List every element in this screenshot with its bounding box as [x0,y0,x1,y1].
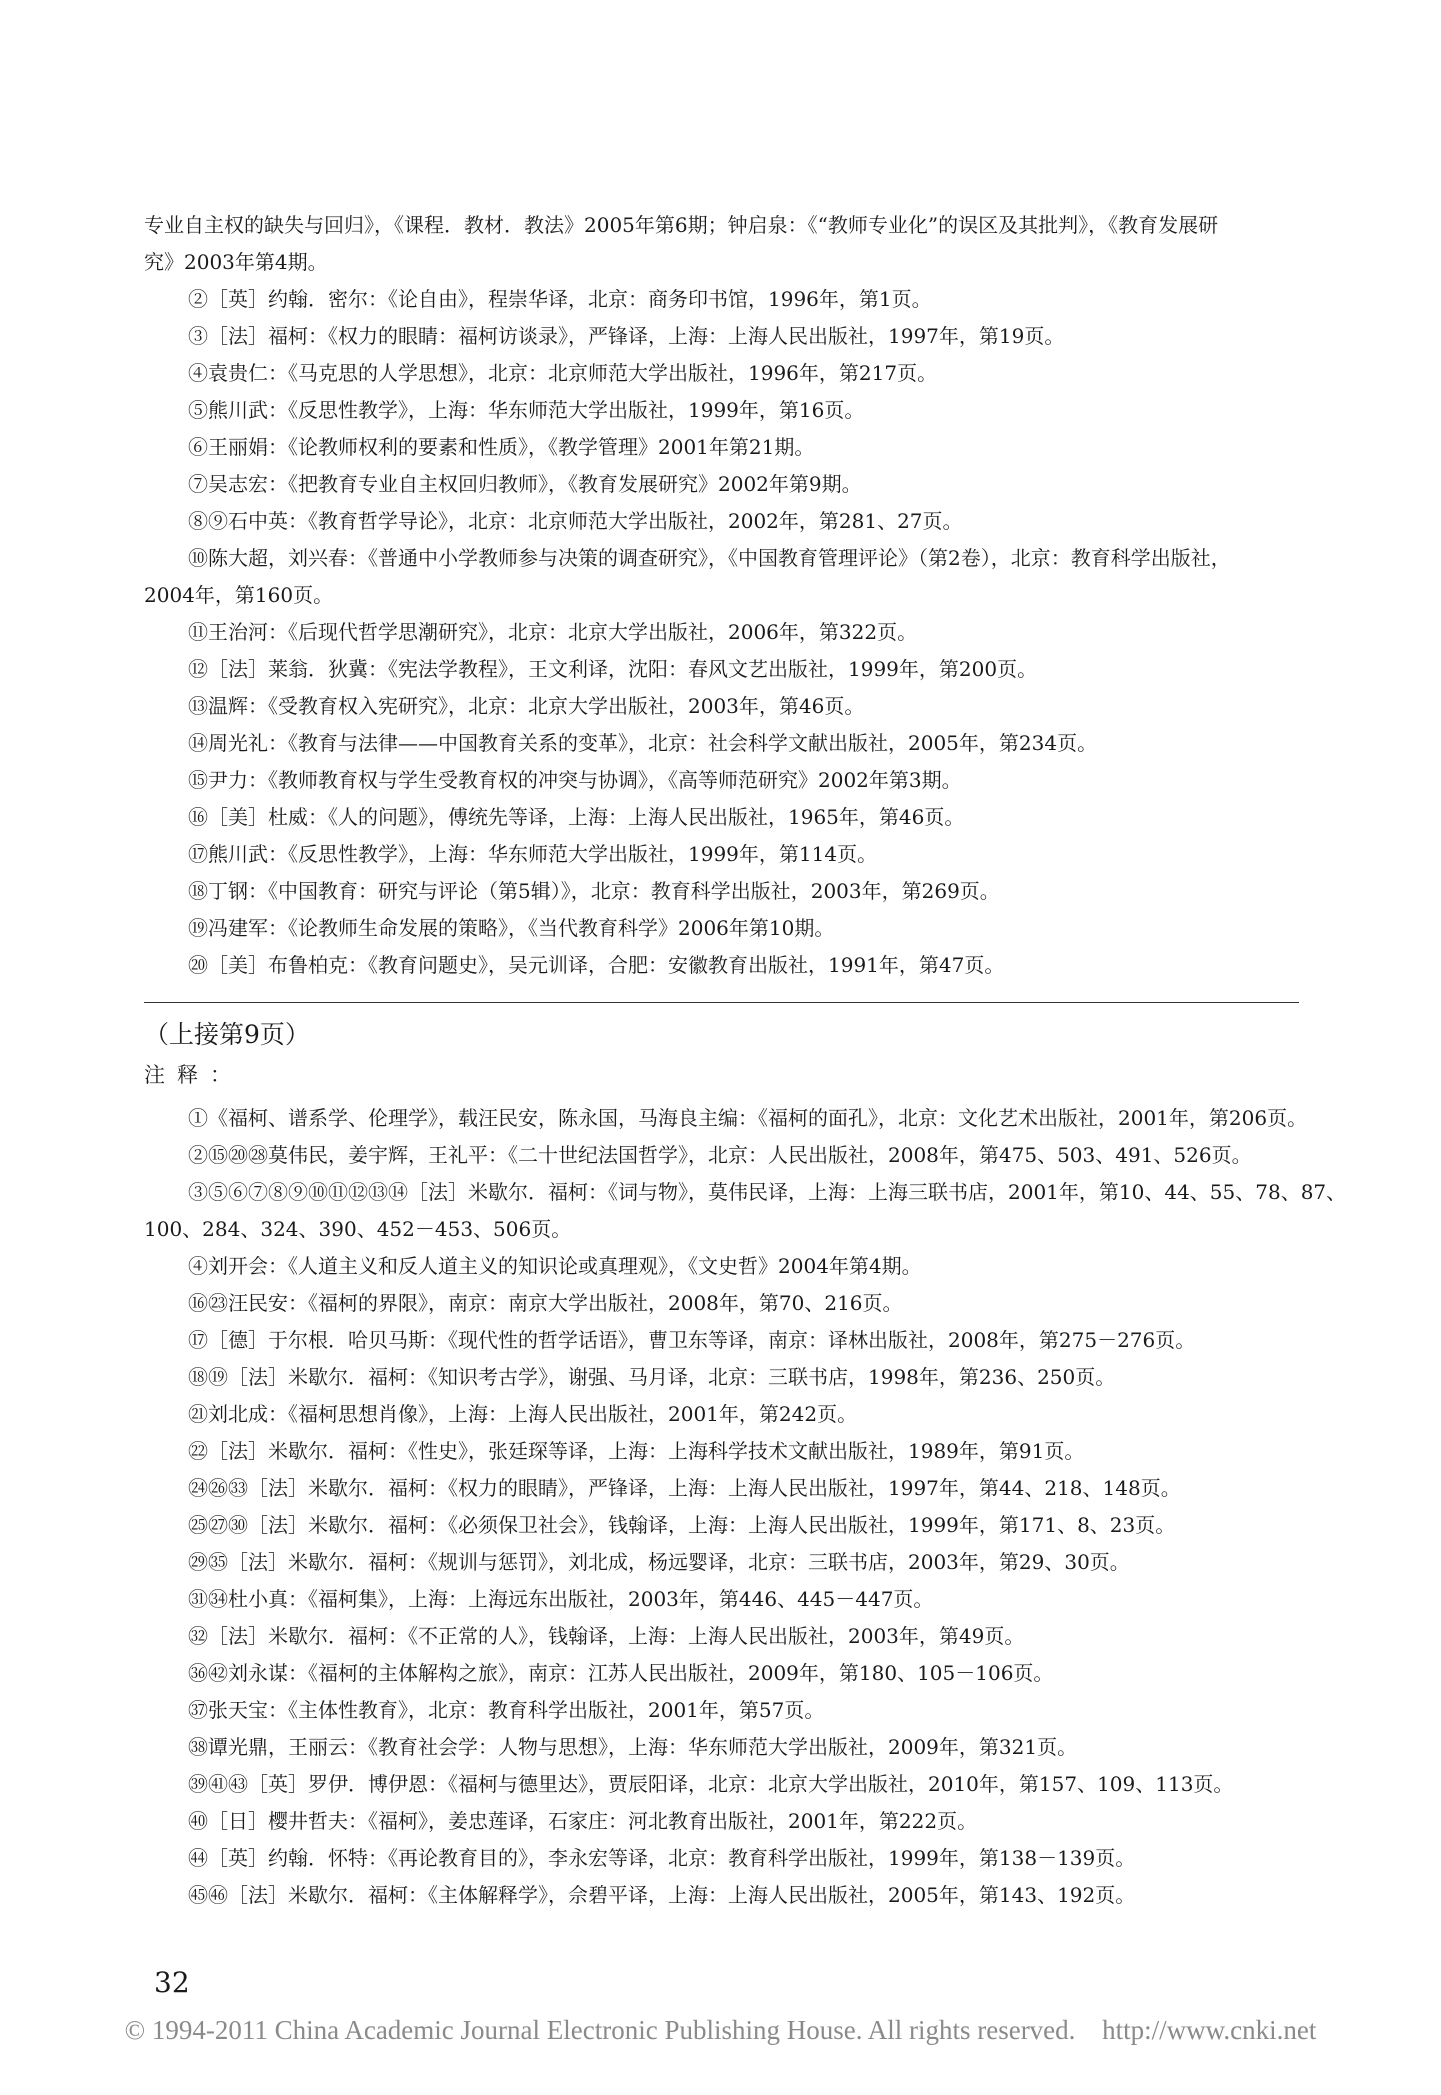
note-line: ㉕㉗㉚［法］米歇尔．福柯：《必须保卫社会》，钱翰译，上海：上海人民出版社，1999年，第171、8、23页。 [188,1513,1176,1537]
reference-line: ⑤熊川武：《反思性教学》，上海：华东师范大学出版社，1999年，第16页。 [188,398,865,422]
top-references [144,207,1299,984]
note-line: ㉒［法］米歇尔．福柯：《性史》，张廷琛等译，上海：上海科学技术文献出版社，1989年，第91页。 [188,1439,1085,1463]
note-line: ㊹［英］约翰．怀特：《再论教育目的》，李永宏等译，北京：教育科学出版社，1999年，第138－139页。 [188,1846,1136,1870]
reference-line: 专业自主权的缺失与回归》，《课程．教材．教法》2005年第6期；钟启泉：《“教师专业化”的误区及其批判》，《教育发展研 [144,213,1219,237]
note-line: ㊳谭光鼎，王丽云：《教育社会学：人物与思想》，上海：华东师范大学出版社，2009年，第321页。 [188,1735,1078,1759]
reference-line: ⑥王丽娟：《论教师权利的要素和性质》，《教学管理》2001年第21期。 [188,435,815,459]
reference-line: ③［法］福柯：《权力的眼睛：福柯访谈录》，严锋译，上海：上海人民出版社，1997年，第19页。 [188,324,1065,348]
note-line: ⑱⑲［法］米歇尔．福柯：《知识考古学》，谢强、马月译，北京：三联书店，1998年，第236、250页。 [188,1365,1116,1389]
reference-line: ④袁贵仁：《马克思的人学思想》，北京：北京师范大学出版社，1996年，第217页。 [188,361,938,385]
notes-heading: 注释： [144,1063,243,1087]
note-line: ②⑮⑳㉘莫伟民，姜宇辉，王礼平：《二十世纪法国哲学》，北京：人民出版社，2008年，第475、503、491、526页。 [188,1143,1252,1167]
reference-line: ⑦吴志宏：《把教育专业自主权回归教师》，《教育发展研究》2002年第9期。 [188,472,862,496]
note-line: ①《福柯、谱系学、伦理学》，载汪民安，陈永国，马海良主编：《福柯的面孔》，北京：文化艺术出版社，2001年，第206页。 [188,1106,1308,1130]
notes-list [144,1100,1347,1914]
note-line: ㉛㉞杜小真：《福柯集》，上海：上海远东出版社，2003年，第446、445－447页。 [188,1587,934,1611]
copyright-footer [0,2012,1441,2048]
reference-line: ⑩陈大超，刘兴春：《普通中小学教师参与决策的调查研究》，《中国教育管理评论》（第2卷），北京：教育科学出版社， [188,546,1231,570]
reference-line: ⑳［美］布鲁柏克：《教育问题史》，吴元训译，合肥：安徽教育出版社，1991年，第47页。 [188,953,1005,977]
reference-line: ⑲冯建军：《论教师生命发展的策略》，《当代教育科学》2006年第10期。 [188,916,835,940]
note-line: ㉔㉖㉝［法］米歇尔．福柯：《权力的眼睛》，严锋译，上海：上海人民出版社，1997年，第44、218、148页。 [188,1476,1181,1500]
reference-line: ⑮尹力：《教师教育权与学生受教育权的冲突与协调》，《高等师范研究》2002年第3期。 [188,768,962,792]
note-line: ㊱㊷刘永谋：《福柯的主体解构之旅》，南京：江苏人民出版社，2009年，第180、105－106页。 [188,1661,1054,1685]
page-number: 32 [154,1966,190,1999]
note-line: ㉜［法］米歇尔．福柯：《不正常的人》，钱翰译，上海：上海人民出版社，2003年，第49页。 [188,1624,1025,1648]
note-line: ③⑤⑥⑦⑧⑨⑩⑪⑫⑬⑭［法］米歇尔．福柯：《词与物》，莫伟民译，上海：上海三联书店，2001年，第10、44、55、78、87、 [188,1180,1347,1204]
reference-line: ⑫［法］莱翁．狄冀：《宪法学教程》，王文利译，沈阳：春风文艺出版社，1999年，第200页。 [188,657,1038,681]
reference-line: ⑯［美］杜威：《人的问题》，傅统先等译，上海：上海人民出版社，1965年，第46页。 [188,805,965,829]
note-line: ㊴㊶㊸［英］罗伊．博伊恩：《福柯与德里达》，贾辰阳译，北京：北京大学出版社，2010年，第157、109、113页。 [188,1772,1234,1796]
note-line: ⑰［德］于尔根．哈贝马斯：《现代性的哲学话语》，曹卫东等译，南京：译林出版社，2008年，第275－276页。 [188,1328,1196,1352]
section-divider [144,1002,1299,1003]
note-line: ㊵［日］樱井哲夫：《福柯》，姜忠莲译，石家庄：河北教育出版社，2001年，第222页。 [188,1809,978,1833]
reference-line: ⑬温辉：《受教育权入宪研究》，北京：北京大学出版社，2003年，第46页。 [188,694,865,718]
reference-line: 2004年，第160页。 [144,583,334,607]
reference-line: ⑧⑨石中英：《教育哲学导论》，北京：北京师范大学出版社，2002年，第281、27页。 [188,509,963,533]
copyright-text: © 1994-2011 China Academic Journal Electronic Publishing House. All rights reserved. [124,2015,1076,2045]
note-line: ㊺㊻［法］米歇尔．福柯：《主体解释学》，佘碧平译，上海：上海人民出版社，2005年，第143、192页。 [188,1883,1136,1907]
reference-line: 究》2003年第4期。 [144,250,328,274]
note-line: ㉙㉟［法］米歇尔．福柯：《规训与惩罚》，刘北成，杨远婴译，北京：三联书店，2003年，第29、30页。 [188,1550,1130,1574]
reference-line: ⑰熊川武：《反思性教学》，上海：华东师范大学出版社，1999年，第114页。 [188,842,878,866]
note-line: ㊲张天宝：《主体性教育》，北京：教育科学出版社，2001年，第57页。 [188,1698,825,1722]
note-line: 100、284、324、390、452－453、506页。 [144,1217,572,1241]
cnki-url[interactable]: http://www.cnki.net [1102,2015,1317,2045]
note-line: ④刘开会：《人道主义和反人道主义的知识论或真理观》，《文史哲》2004年第4期。 [188,1254,922,1278]
note-line: ⑯㉓汪民安：《福柯的界限》，南京：南京大学出版社，2008年，第70、216页。 [188,1291,903,1315]
reference-line: ②［英］约翰．密尔：《论自由》，程崇华译，北京：商务印书馆，1996年，第1页。 [188,287,932,311]
reference-line: ⑭周光礼：《教育与法律——中国教育关系的变革》，北京：社会科学文献出版社，2005年，第234页。 [188,731,1098,755]
continued-from-label: （上接第9页） [144,1020,310,1049]
note-line: ㉑刘北成：《福柯思想肖像》，上海：上海人民出版社，2001年，第242页。 [188,1402,858,1426]
reference-line: ⑱丁钢：《中国教育：研究与评论（第5辑）》，北京：教育科学出版社，2003年，第269页。 [188,879,1000,903]
reference-line: ⑪王治河：《后现代哲学思潮研究》，北京：北京大学出版社，2006年，第322页。 [188,620,918,644]
